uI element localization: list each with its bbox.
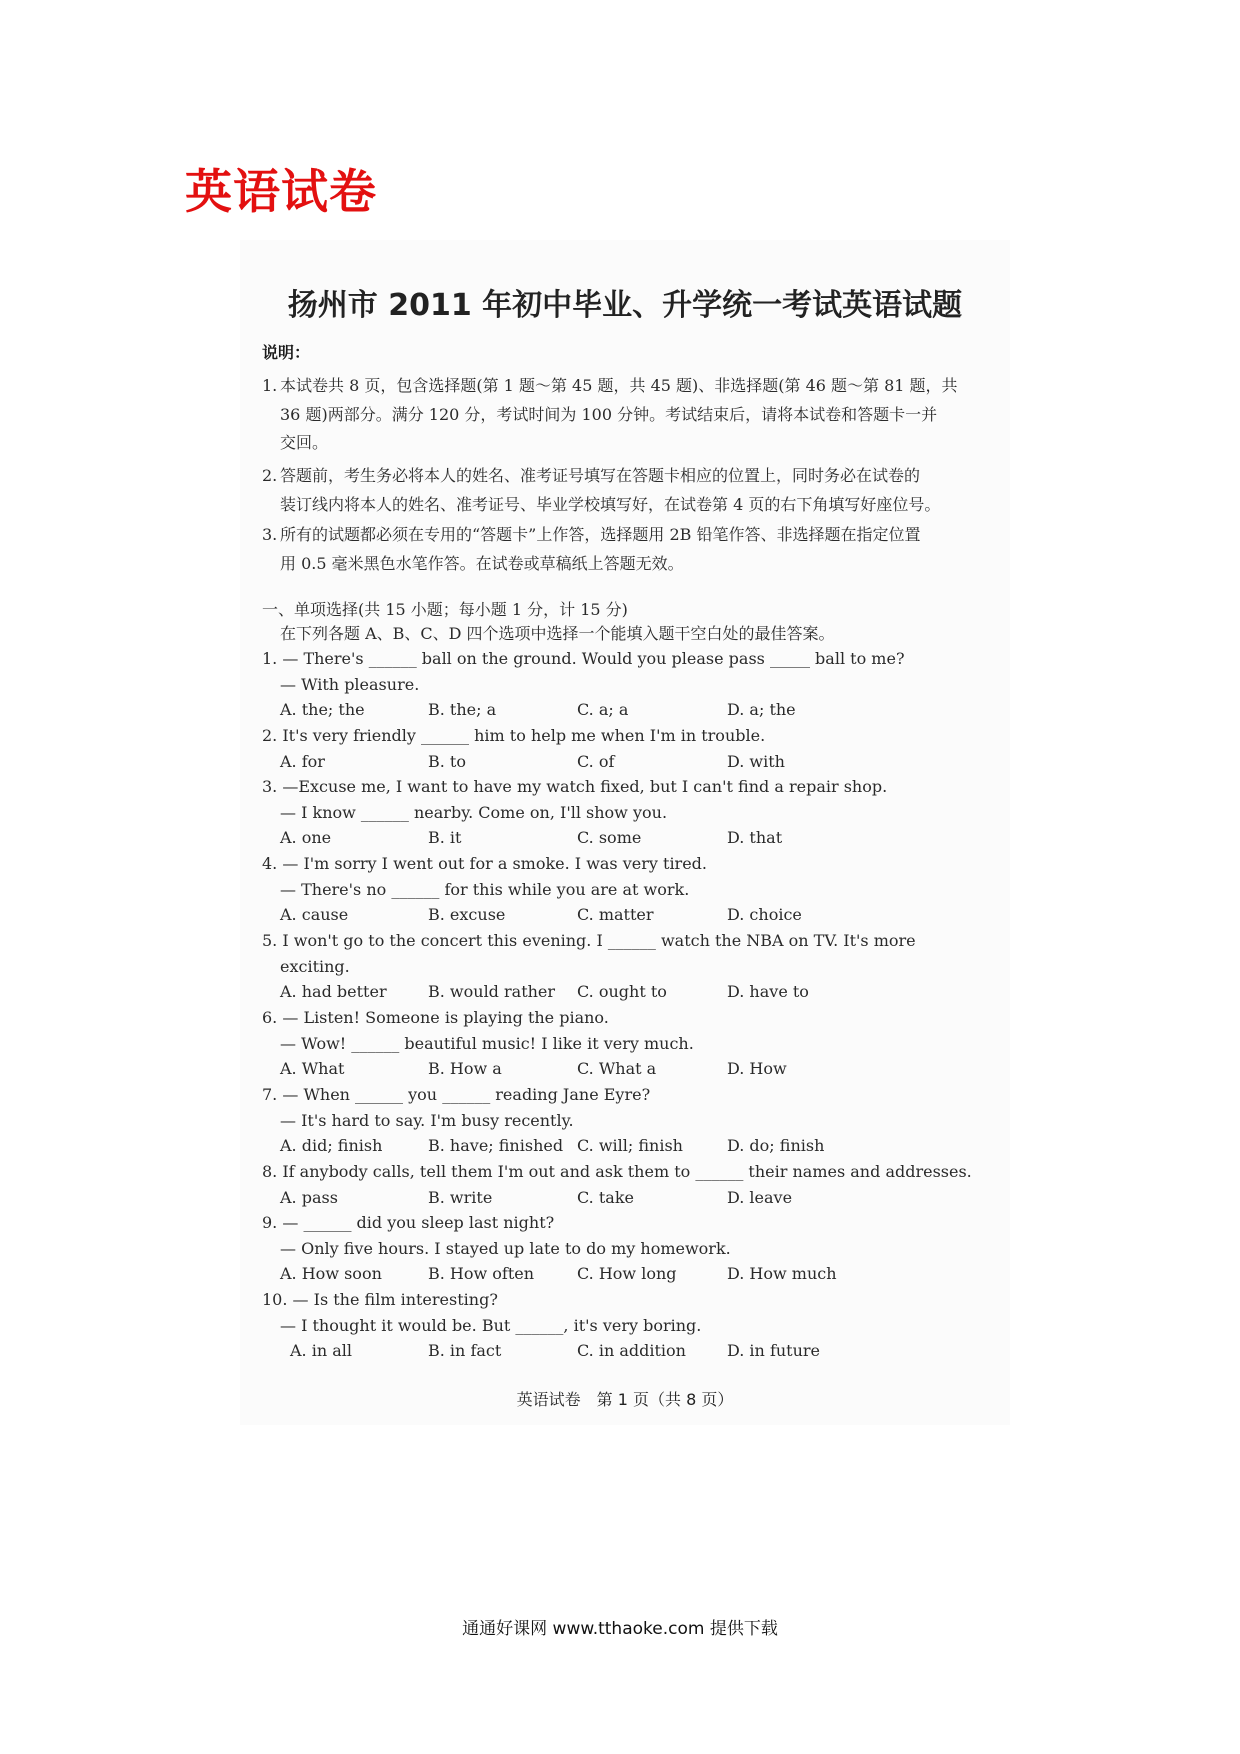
question-stem: — I know ______ nearby. Come on, I'll show you. xyxy=(280,802,668,822)
option-d: D. do; finish xyxy=(727,1136,825,1156)
question-stem: 10. — Is the film interesting? xyxy=(262,1290,498,1309)
scanned-exam-page xyxy=(240,240,1010,1425)
question-stem: — It's hard to say. I'm busy recently. xyxy=(280,1110,574,1130)
option-c: C. will; finish xyxy=(577,1136,683,1156)
section-header xyxy=(262,598,992,646)
instructions-heading: 说明： xyxy=(262,343,311,362)
option-a: A. What xyxy=(280,1059,345,1079)
option-d: D. choice xyxy=(727,905,802,925)
options-row xyxy=(262,902,1002,928)
instruction-3 xyxy=(262,521,992,578)
instruction-line: 交回。 xyxy=(280,433,329,452)
option-a: A. cause xyxy=(280,905,349,925)
option-a: A. had better xyxy=(280,982,387,1002)
option-b: B. How often xyxy=(428,1264,535,1284)
question-1 xyxy=(262,646,1002,723)
section-title: 一、单项选择(共 15 小题；每小题 1 分，计 15 分) xyxy=(262,600,628,619)
question-stem: — There's no ______ for this while you are at work. xyxy=(280,879,690,899)
question-stem: — Wow! ______ beautiful music! I like it very much. xyxy=(280,1033,694,1053)
option-d: D. in future xyxy=(727,1341,821,1361)
question-6 xyxy=(262,1005,1002,1082)
option-c: C. ought to xyxy=(577,982,667,1002)
option-d: D. a; the xyxy=(727,700,796,720)
options-row xyxy=(262,697,1002,723)
option-a: A. How soon xyxy=(280,1264,382,1284)
options-row xyxy=(262,825,1002,851)
options-row xyxy=(262,1338,1002,1364)
option-a: A. in all xyxy=(290,1341,353,1361)
option-d: D. leave xyxy=(727,1187,793,1207)
question-5 xyxy=(262,928,1002,1005)
question-stem: 8. If anybody calls, tell them I'm out and ask them to ______ their names and addresses. xyxy=(262,1162,972,1181)
option-c: C. What a xyxy=(577,1059,657,1079)
option-a: A. the; the xyxy=(280,700,365,720)
option-d: D. that xyxy=(727,828,783,848)
question-stem: exciting. xyxy=(280,956,350,976)
question-stem: 5. I won't go to the concert this evening. I ______ watch the NBA on TV. It's more xyxy=(262,931,916,950)
question-10 xyxy=(262,1287,1002,1364)
option-b: B. How a xyxy=(428,1059,502,1079)
question-stem: 7. — When ______ you ______ reading Jane Eyre? xyxy=(262,1085,651,1104)
option-c: C. of xyxy=(577,751,615,771)
question-4 xyxy=(262,851,1002,928)
option-c: C. take xyxy=(577,1187,634,1207)
option-a: A. did; finish xyxy=(280,1136,383,1156)
question-stem: 3. —Excuse me, I want to have my watch fixed, but I can't find a repair shop. xyxy=(262,777,888,796)
instruction-line: 装订线内将本人的姓名、准考证号、毕业学校填写好，在试卷第 4 页的右下角填写好座位号。 xyxy=(280,494,941,514)
instruction-line: 所有的试题都必须在专用的“答题卡”上作答，选择题用 2B 铅笔作答、非选择题在指定位置 xyxy=(280,525,921,544)
question-stem: 4. — I'm sorry I went out for a smoke. I was very tired. xyxy=(262,854,707,873)
option-b: B. it xyxy=(428,828,462,848)
instruction-line: 36 题)两部分。满分 120 分，考试时间为 100 分钟。考试结束后，请将本试卷和答题卡一并 xyxy=(280,404,938,424)
question-stem: — I thought it would be. But ______, it's very boring. xyxy=(280,1315,702,1335)
option-b: B. to xyxy=(428,751,466,771)
options-row xyxy=(262,1133,1002,1159)
banner-title: 英语试卷 xyxy=(185,165,377,220)
options-row xyxy=(262,979,1002,1005)
instruction-line: 答题前，考生务必将本人的姓名、准考证号填写在答题卡相应的位置上，同时务必在试卷的 xyxy=(280,466,921,485)
option-b: B. would rather xyxy=(428,982,556,1002)
instruction-number: 3. xyxy=(262,525,278,544)
instruction-number: 1. xyxy=(262,376,278,395)
question-stem: 6. — Listen! Someone is playing the piano. xyxy=(262,1008,609,1027)
instruction-number: 2. xyxy=(262,466,278,485)
question-2 xyxy=(262,723,1002,774)
question-stem: 1. — There's ______ ball on the ground. Would you please pass _____ ball to me? xyxy=(262,649,905,668)
instruction-line: 本试卷共 8 页，包含选择题(第 1 题～第 45 题，共 45 题)、非选择题(第 46 题～第 81 题，共 xyxy=(280,376,958,395)
section-direction: 在下列各题 A、B、C、D 四个选项中选择一个能填入题干空白处的最佳答案。 xyxy=(280,624,835,643)
instruction-2 xyxy=(262,462,992,519)
option-d: D. How xyxy=(727,1059,787,1079)
question-8 xyxy=(262,1159,1002,1210)
option-c: C. How long xyxy=(577,1264,677,1284)
question-9 xyxy=(262,1210,1002,1287)
option-d: D. with xyxy=(727,751,785,771)
option-c: C. in addition xyxy=(577,1341,686,1361)
option-d: D. How much xyxy=(727,1264,837,1284)
option-c: C. matter xyxy=(577,905,654,925)
options-row xyxy=(262,1261,1002,1287)
option-a: A. for xyxy=(280,751,325,771)
question-stem: — With pleasure. xyxy=(280,674,420,694)
option-a: A. pass xyxy=(280,1187,338,1207)
option-c: C. a; a xyxy=(577,700,629,720)
option-d: D. have to xyxy=(727,982,809,1002)
exam-page-number: 英语试卷 第 1 页（共 8 页） xyxy=(516,1390,734,1409)
exam-title: 扬州市 2011 年初中毕业、升学统一考试英语试题 xyxy=(287,288,963,323)
question-3 xyxy=(262,774,1002,851)
option-b: B. in fact xyxy=(428,1341,502,1361)
option-c: C. some xyxy=(577,828,642,848)
options-row xyxy=(262,1056,1002,1082)
options-row xyxy=(262,1185,1002,1211)
question-stem: — Only five hours. I stayed up late to do my homework. xyxy=(280,1238,731,1258)
instruction-line: 用 0.5 毫米黑色水笔作答。在试卷或草稿纸上答题无效。 xyxy=(280,553,684,573)
option-a: A. one xyxy=(280,828,332,848)
option-b: B. excuse xyxy=(428,905,506,925)
option-b: B. the; a xyxy=(428,700,497,720)
instruction-1 xyxy=(262,372,992,458)
option-b: B. have; finished xyxy=(428,1136,564,1156)
question-stem: 2. It's very friendly ______ him to help me when I'm in trouble. xyxy=(262,726,766,745)
site-footer: 通通好课网 www.tthaoke.com 提供下载 xyxy=(462,1619,778,1639)
options-row xyxy=(262,749,1002,775)
question-stem: 9. — ______ did you sleep last night? xyxy=(262,1213,555,1232)
option-b: B. write xyxy=(428,1187,493,1207)
question-7 xyxy=(262,1082,1002,1159)
